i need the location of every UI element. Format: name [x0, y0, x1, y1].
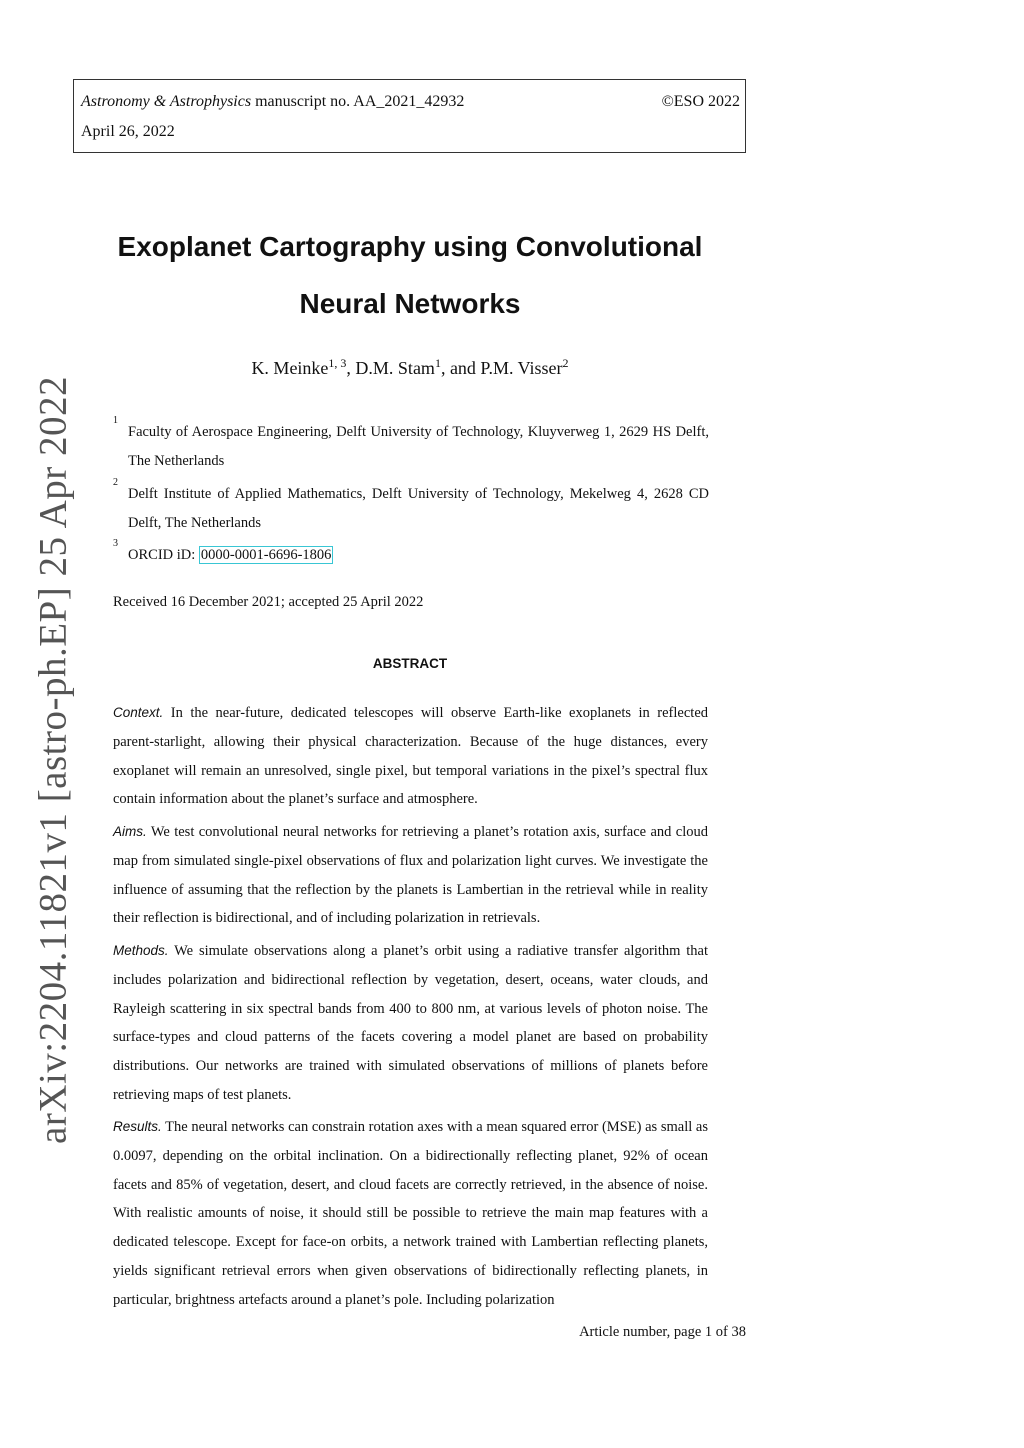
- affiliation-number: 2: [113, 477, 118, 488]
- results-text: The neural networks can constrain rotation axes with a mean squared error (MSE) as small as 0.0097, depending on the orbital inclination. On a bidirectionally reflecting planet, 92% of ocean facets and 85% of vegetation, desert, and cloud facets are correctly retrieved, in the absence of noise. With realistic amounts of noise, it should still be possible to retrieve the main map features with a dedicated telescope. Except for face-on orbits, a network trained with Lambertian reflecting planets, yields significant retrieval errors when given observations of bidirectionally reflecting planets, in particular, brightness artefacts around a planet’s pole. Including polarization: [113, 1119, 708, 1308]
- copyright: ©ESO 2022: [661, 93, 740, 110]
- author-stam: , D.M. Stam: [346, 358, 435, 378]
- aims-text: We test convolutional neural networks for retrieving a planet’s rotation axis, surface and cloud map from simulated single-pixel observations of flux and polarization light curves. We investigate the influence of assuming that the reflection by the planets is Lambertian in the retrieval while in reality their reflection is bidirectional, and of including polarization in retrievals.: [113, 824, 708, 927]
- abstract-context: [113, 699, 708, 814]
- manuscript-header: [73, 79, 746, 153]
- context-label: Context.: [113, 705, 164, 720]
- orcid-label: ORCID iD:: [128, 547, 199, 563]
- author-stam-affil: 1: [434, 356, 441, 370]
- journal-line: [81, 93, 464, 111]
- author-visser-affil: 2: [562, 356, 569, 370]
- journal-name: Astronomy & Astrophysics: [81, 93, 252, 110]
- abstract-aims: [113, 818, 708, 933]
- received-dates: Received 16 December 2021; accepted 25 April 2022: [113, 594, 424, 610]
- affiliation-number: 1: [113, 415, 118, 426]
- abstract-results: [113, 1113, 708, 1315]
- results-label: Results.: [113, 1119, 162, 1134]
- abstract-methods: [113, 937, 708, 1110]
- affiliation-text: Faculty of Aerospace Engineering, Delft University of Technology, Kluyverweg 1, 2629 HS Delft, The Netherlands: [128, 424, 709, 469]
- methods-label: Methods.: [113, 943, 169, 958]
- arxiv-stamp: arXiv:2204.11821v1 [astro-ph.EP] 25 Apr 2022: [31, 376, 75, 1144]
- author-meinke: K. Meinke: [251, 358, 329, 378]
- paper-title-line-1: Exoplanet Cartography using Convolutional: [117, 231, 703, 262]
- affiliation-text: Delft Institute of Applied Mathematics, Delft University of Technology, Mekelweg 4, 2628 CD Delft, The Netherlands: [128, 486, 709, 531]
- author-meinke-affil: 1, 3: [328, 356, 347, 370]
- abstract-heading: ABSTRACT: [372, 656, 448, 671]
- orcid-link[interactable]: 0000-0001-6696-1806: [200, 547, 332, 563]
- methods-text: We simulate observations along a planet’s orbit using a radiative transfer algorithm that includes polarization and bidirectional reflection by vegetation, desert, oceans, water clouds, and Rayleigh scattering in six spectral bands from 400 to 800 nm, at various levels of photon noise. The surface-types and cloud patterns of the facets covering a model planet are based on probability distributions. Our networks are trained with simulated observations of millions of planets before retrieving maps of test planets.: [113, 943, 708, 1103]
- author-visser: , and P.M. Visser: [440, 358, 563, 378]
- page-footer: Article number, page 1 of 38: [579, 1324, 746, 1340]
- author-list: [100, 356, 720, 379]
- manuscript-date: April 26, 2022: [81, 123, 175, 140]
- manuscript-number: manuscript no. AA_2021_42932: [251, 93, 465, 110]
- affiliation-text: [128, 541, 709, 570]
- affiliation-number: 3: [113, 538, 118, 549]
- context-text: In the near-future, dedicated telescopes will observe Earth-like exoplanets in reflected parent-starlight, allowing their physical characterization. Because of the huge distances, every exoplanet will remain an unresolved, single pixel, but temporal variations in the pixel’s spectral flux contain information about the planet’s surface and atmosphere.: [113, 705, 708, 808]
- aims-label: Aims.: [113, 824, 147, 839]
- paper-title-line-2: Neural Networks: [299, 288, 521, 319]
